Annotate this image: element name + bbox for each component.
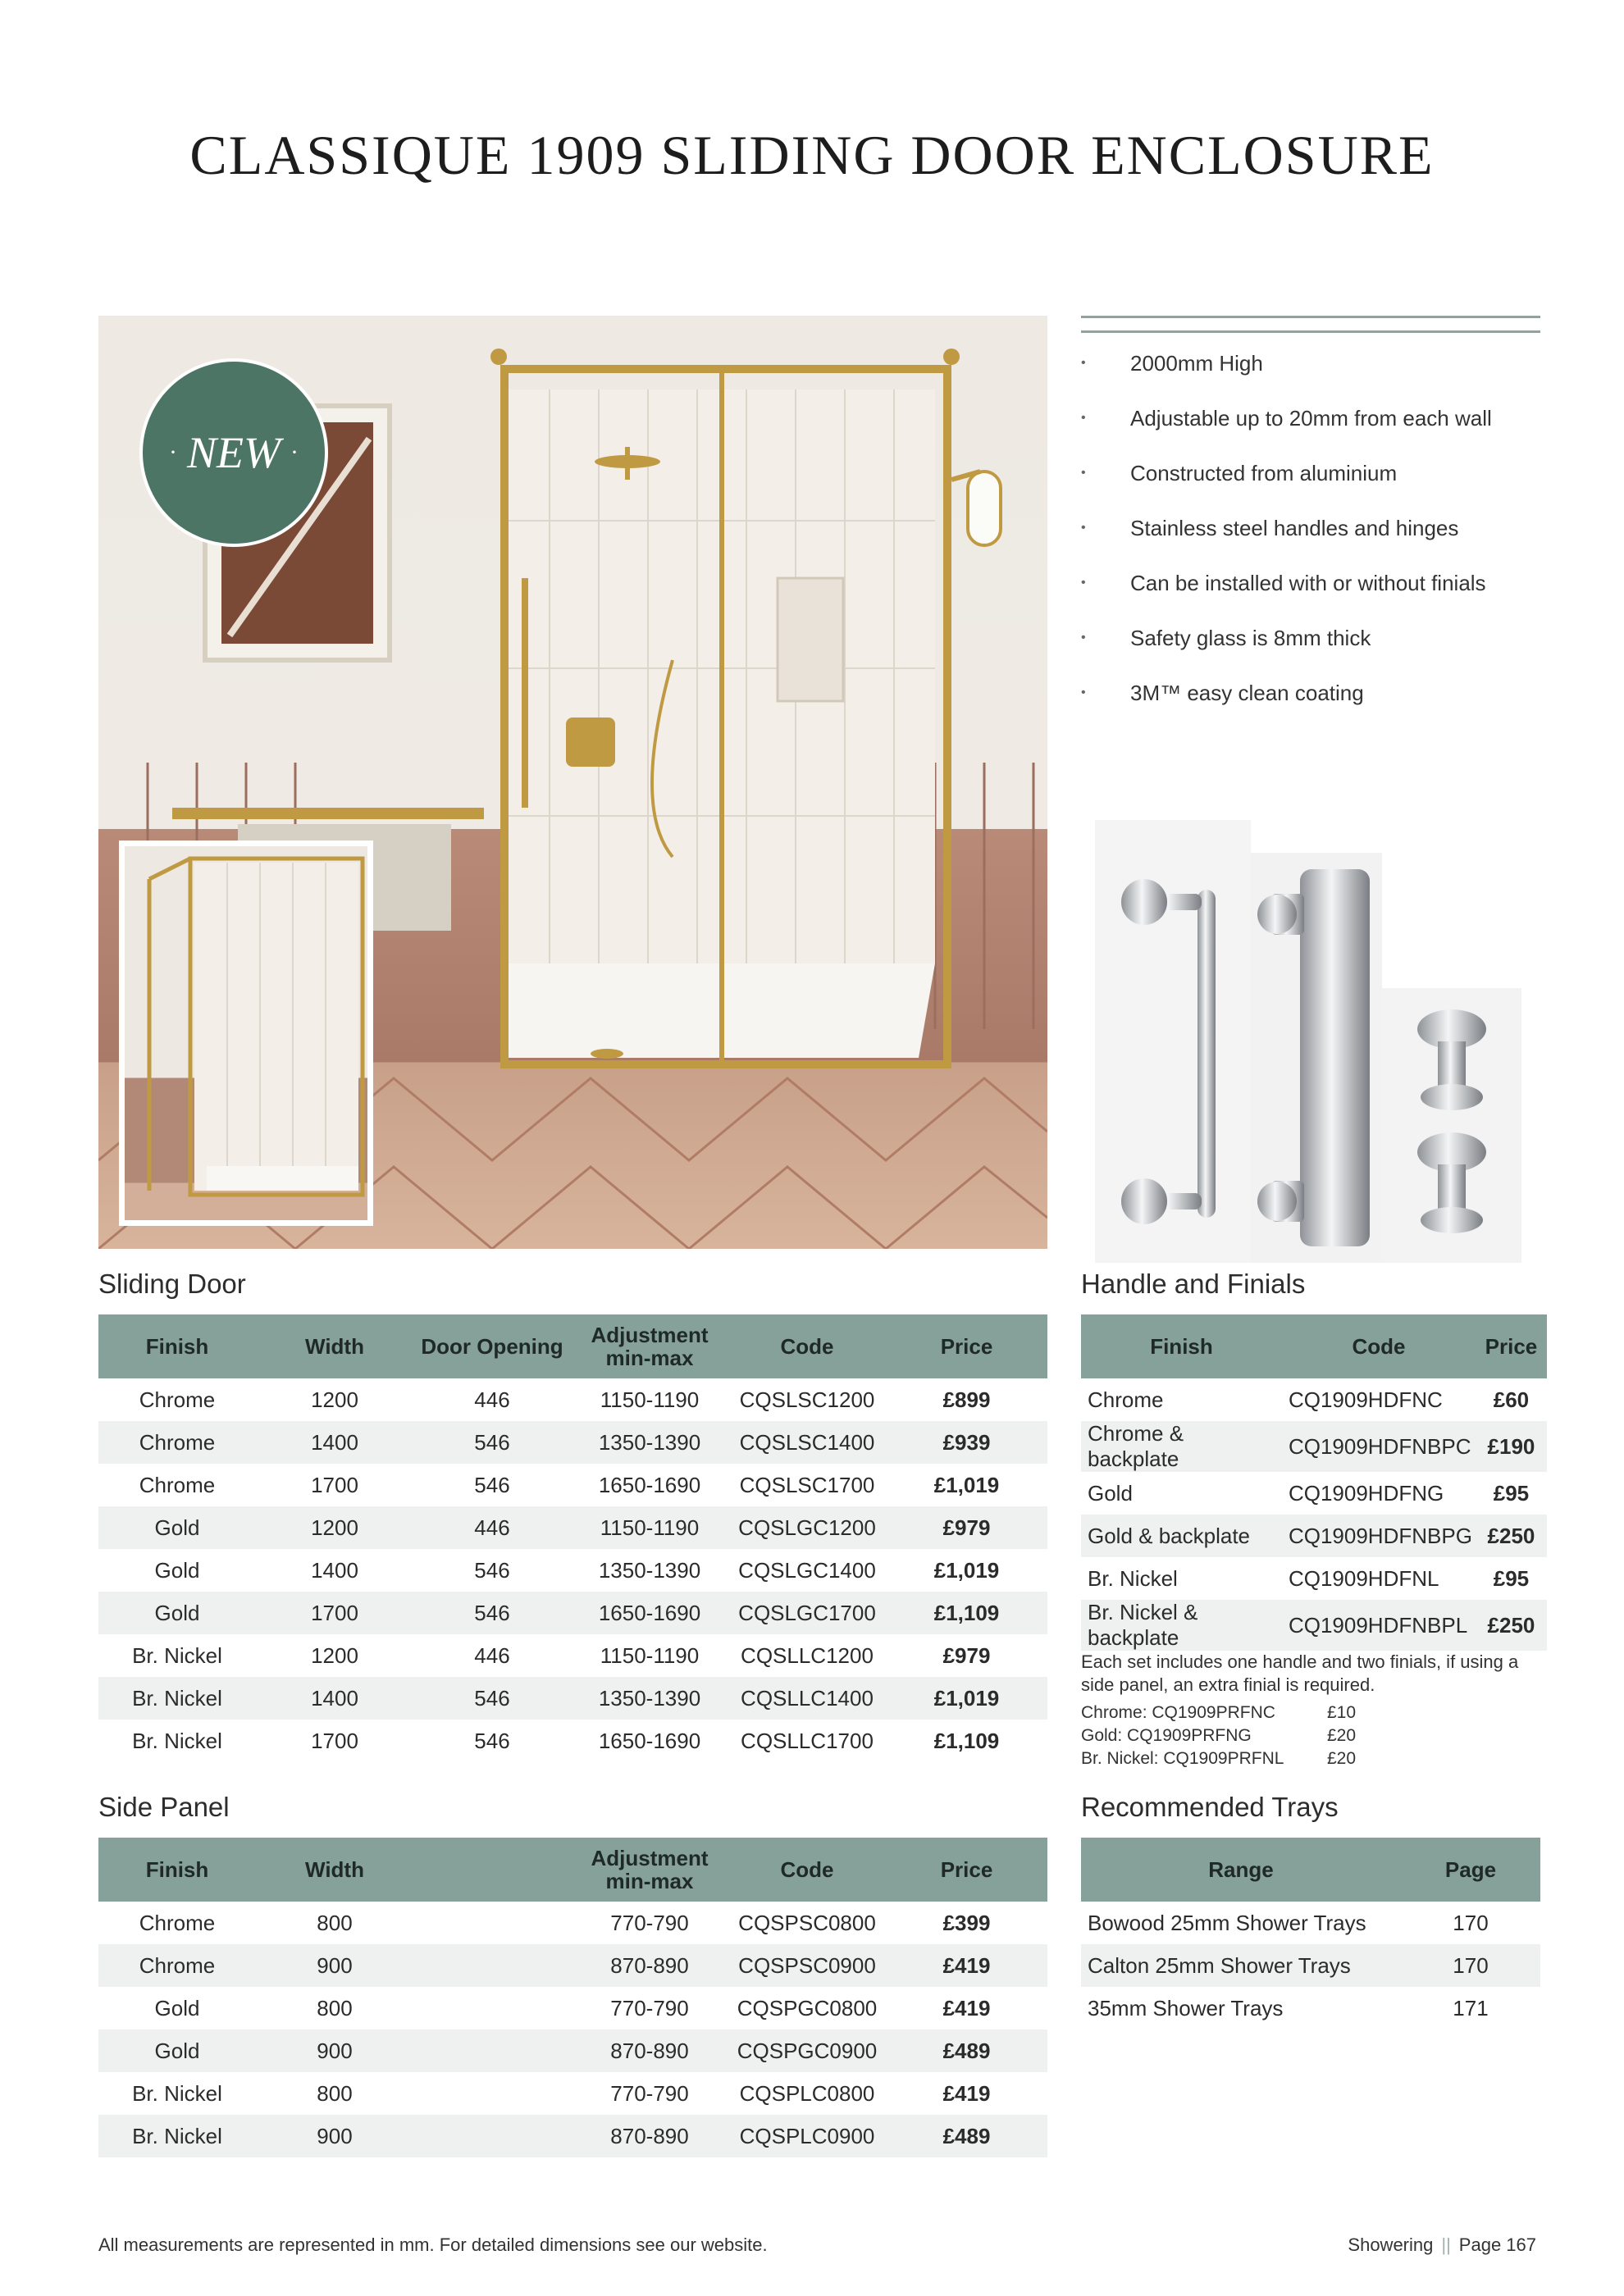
table-cell: CQSLLC1200 <box>741 1642 874 1668</box>
section-title-handles: Handle and Finials <box>1081 1269 1306 1299</box>
table-cell: 770-790 <box>610 1995 689 2020</box>
table-cell <box>413 1944 571 1987</box>
table-cell <box>413 2115 571 2157</box>
table-cell: CQ1909HDFNG <box>1288 1480 1444 1506</box>
table-cell: £1,019 <box>886 1677 1047 1720</box>
table-cell: Br. Nickel & backplate <box>1081 1600 1282 1651</box>
column-header: Price <box>886 1838 1047 1902</box>
column-header: Finish <box>1081 1314 1282 1378</box>
table-cell: Gold <box>98 1506 256 1549</box>
table-cell: Gold <box>154 1995 200 2020</box>
finial-price: £10 <box>1327 1703 1357 1722</box>
table-cell: 1650-1690 <box>598 1728 701 1753</box>
feature-list <box>1081 344 1540 729</box>
table-cell <box>413 1987 571 2029</box>
feature-item: • 3M™ easy clean coating <box>1081 674 1540 729</box>
table-cell: Br. Nickel <box>98 1677 256 1720</box>
table-cell: £419 <box>886 1944 1047 1987</box>
column-header: Width <box>256 1314 413 1378</box>
finial-price: £20 <box>1327 1749 1357 1768</box>
table-cell: Br. Nickel <box>132 2080 222 2106</box>
finial-code: Chrome: CQ1909PRFNC <box>1081 1703 1275 1722</box>
table-row <box>1081 1902 1540 1944</box>
badge-dot-right: · <box>290 439 299 466</box>
feature-item: • Can be installed with or without finials <box>1081 564 1540 619</box>
table-cell: Br. Nickel <box>132 1728 222 1753</box>
table-cell: CQSPLC0800 <box>739 2080 875 2106</box>
table-cell: £399 <box>942 1910 991 1935</box>
table-cell: Bowood 25mm Shower Trays <box>1088 1910 1366 1935</box>
table-cell: CQSLSC1400 <box>728 1421 886 1464</box>
table-cell: 446 <box>474 1387 510 1412</box>
table-cell: £1,019 <box>933 1472 1000 1497</box>
table-cell <box>413 1902 571 1944</box>
badge-label: NEW <box>187 428 281 477</box>
table-cell: CQ1909HDFNBPC <box>1282 1421 1476 1472</box>
table-cell: £250 <box>1476 1600 1547 1651</box>
table-cell: Calton 25mm Shower Trays <box>1081 1944 1401 1987</box>
table-row <box>1081 1378 1547 1421</box>
table-cell: 1650-1690 <box>571 1592 728 1634</box>
table-cell: CQSPGC0800 <box>737 1995 878 2020</box>
table-cell: Br. Nickel <box>1088 1565 1178 1591</box>
table-cell: £250 <box>1476 1515 1547 1557</box>
table-cell: 546 <box>413 1421 571 1464</box>
finial-code: Gold: CQ1909PRFNG <box>1081 1726 1252 1745</box>
table-cell: CQSLGC1400 <box>738 1557 876 1583</box>
table-cell <box>413 2072 571 2115</box>
footer-page-number: Page 167 <box>1458 2234 1536 2255</box>
table-cell: Chrome & backplate <box>1081 1421 1282 1472</box>
column-header: Page <box>1401 1838 1540 1902</box>
table-cell: £489 <box>886 2029 1047 2072</box>
table-cell: £939 <box>886 1421 1047 1464</box>
table-cell: 546 <box>474 1472 510 1497</box>
table-cell: 1200 <box>311 1642 358 1668</box>
table-row <box>1081 1987 1540 2029</box>
table-cell: £1,109 <box>886 1592 1047 1634</box>
table-row <box>98 1944 1047 1987</box>
table-cell: Gold <box>154 1557 200 1583</box>
table-row <box>1081 1600 1547 1651</box>
handles-table <box>1081 1314 1547 1651</box>
table-cell: £60 <box>1493 1387 1530 1412</box>
table-cell: Chrome <box>139 1910 216 1935</box>
table-cell: £190 <box>1476 1421 1547 1472</box>
finial-price: £20 <box>1327 1726 1357 1745</box>
table-cell: CQSLLC1400 <box>728 1677 886 1720</box>
table-cell: 546 <box>474 1557 510 1583</box>
table-row <box>98 1902 1047 1944</box>
table-cell: 1700 <box>311 1728 358 1753</box>
table-cell: £419 <box>942 2080 991 2106</box>
table-cell: Br. Nickel <box>132 1642 222 1668</box>
table-row <box>98 1506 1047 1549</box>
table-cell: CQSLSC1200 <box>739 1387 875 1412</box>
column-header: Price <box>1476 1314 1547 1378</box>
table-row <box>98 2072 1047 2115</box>
column-header: Finish <box>98 1838 256 1902</box>
table-cell: 1350-1390 <box>598 1557 701 1583</box>
table-row <box>98 1464 1047 1506</box>
table-cell: 35mm Shower Trays <box>1088 1995 1284 2020</box>
table-cell: Gold <box>98 2029 256 2072</box>
side-panel-illustration <box>125 846 367 1220</box>
table-cell: Gold <box>98 1592 256 1634</box>
finial-row <box>1081 1702 1356 1724</box>
table-cell: 1350-1390 <box>571 1677 728 1720</box>
footer-note: All measurements are represented in mm. For detailed dimensions see our website. <box>98 2234 768 2255</box>
feature-item: • Safety glass is 8mm thick <box>1081 619 1540 674</box>
table-row <box>98 1634 1047 1677</box>
table-row <box>98 2029 1047 2072</box>
table-cell: 546 <box>413 1677 571 1720</box>
table-row <box>98 1720 1047 1762</box>
table-cell: 1200 <box>256 1506 413 1549</box>
table-cell: £979 <box>886 1506 1047 1549</box>
table-cell: Br. Nickel <box>98 2115 256 2157</box>
table-cell: 1400 <box>256 1421 413 1464</box>
table-cell: 870-890 <box>571 2029 728 2072</box>
table-row <box>98 1677 1047 1720</box>
table-cell: 1400 <box>311 1557 358 1583</box>
table-cell: Chrome <box>139 1472 216 1497</box>
table-cell: 900 <box>256 2029 413 2072</box>
table-cell: £1,109 <box>933 1728 1000 1753</box>
table-row <box>1081 1421 1547 1472</box>
table-cell: 546 <box>413 1592 571 1634</box>
divider-top <box>1081 316 1540 318</box>
table-cell: 1400 <box>256 1677 413 1720</box>
table-cell: CQSLGC1700 <box>728 1592 886 1634</box>
side-panel-table <box>98 1838 1047 2157</box>
table-row <box>98 1378 1047 1421</box>
table-cell: 870-890 <box>571 2115 728 2157</box>
table-cell: Gold <box>1088 1480 1133 1506</box>
finial-row <box>1081 1724 1356 1747</box>
column-header: Price <box>886 1314 1047 1378</box>
trays-table <box>1081 1838 1540 2029</box>
table-cell: £95 <box>1493 1565 1530 1591</box>
table-cell: 546 <box>474 1728 510 1753</box>
table-cell: 1650-1690 <box>598 1472 701 1497</box>
table-cell: CQSPGC0900 <box>728 2029 886 2072</box>
feature-item: • Adjustable up to 20mm from each wall <box>1081 399 1540 454</box>
table-row <box>98 1987 1047 2029</box>
table-cell: 1150-1190 <box>600 1387 700 1412</box>
feature-item: • Stainless steel handles and hinges <box>1081 509 1540 564</box>
table-row <box>98 1421 1047 1464</box>
table-cell: 1150-1190 <box>571 1506 728 1549</box>
table-cell: 170 <box>1453 1910 1489 1935</box>
page-title: CLASSIQUE 1909 SLIDING DOOR ENCLOSURE <box>189 124 1435 186</box>
table-cell: CQ1909HDFNBPL <box>1282 1600 1476 1651</box>
inset-image-side-panel <box>119 840 373 1226</box>
feature-item: • Constructed from aluminium <box>1081 454 1540 509</box>
table-cell: 1150-1190 <box>600 1642 700 1668</box>
table-cell: 770-790 <box>610 2080 689 2106</box>
table-cell: £899 <box>942 1387 991 1412</box>
table-cell: CQ1909HDFNBPG <box>1282 1515 1476 1557</box>
table-cell: CQSLGC1200 <box>728 1506 886 1549</box>
badge-dot-left: · <box>169 439 177 466</box>
table-cell: £489 <box>886 2115 1047 2157</box>
table-cell: CQSLSC1700 <box>739 1472 875 1497</box>
column-header: Width <box>256 1838 413 1902</box>
feature-item: • 2000mm High <box>1081 344 1540 399</box>
footer-page-info <box>1348 2234 1536 2256</box>
table-cell: Chrome <box>98 1421 256 1464</box>
table-cell: 446 <box>413 1506 571 1549</box>
column-header <box>413 1838 571 1902</box>
section-title-sliding-door: Sliding Door <box>98 1269 246 1299</box>
section-title-side-panel: Side Panel <box>98 1792 230 1822</box>
table-cell: Chrome <box>139 1387 216 1412</box>
table-cell: 800 <box>317 1995 353 2020</box>
new-badge <box>139 358 328 547</box>
table-cell: 170 <box>1401 1944 1540 1987</box>
table-cell: 770-790 <box>610 1910 689 1935</box>
finial-row <box>1081 1747 1356 1770</box>
table-row <box>1081 1557 1547 1600</box>
table-cell: CQSLLC1700 <box>741 1728 874 1753</box>
table-cell: £1,019 <box>933 1557 1000 1583</box>
column-header: Code <box>728 1838 886 1902</box>
handles-note: Each set includes one handle and two finials, if using a side panel, an extra finial is required. <box>1081 1651 1519 1695</box>
sliding-door-table <box>98 1314 1047 1762</box>
table-cell: 900 <box>256 2115 413 2157</box>
table-cell: 446 <box>474 1642 510 1668</box>
table-row <box>1081 1944 1540 1987</box>
table-cell: Chrome <box>1088 1387 1164 1412</box>
table-cell: Gold & backplate <box>1081 1515 1282 1557</box>
table-row <box>98 1549 1047 1592</box>
table-cell: £95 <box>1493 1480 1530 1506</box>
table-cell: 1700 <box>311 1472 358 1497</box>
table-row <box>98 2115 1047 2157</box>
table-cell: 870-890 <box>571 1944 728 1987</box>
table-cell: CQSPLC0900 <box>728 2115 886 2157</box>
table-cell: CQ1909HDFNC <box>1288 1387 1443 1412</box>
table-cell: CQSPSC0800 <box>738 1910 876 1935</box>
table-cell: 800 <box>317 1910 353 1935</box>
column-header: Code <box>728 1314 886 1378</box>
handles-illustration <box>1095 820 1534 1263</box>
table-cell: £419 <box>942 1995 991 2020</box>
column-header: Range <box>1081 1838 1401 1902</box>
table-cell: 1200 <box>311 1387 358 1412</box>
column-header: Code <box>1282 1314 1476 1378</box>
table-row <box>1081 1515 1547 1557</box>
table-cell: 1350-1390 <box>571 1421 728 1464</box>
table-cell: CQSPSC0900 <box>728 1944 886 1987</box>
finial-code: Br. Nickel: CQ1909PRFNL <box>1081 1749 1284 1768</box>
column-header: Adjustment min-max <box>571 1314 728 1378</box>
footer-section: Showering <box>1348 2234 1434 2255</box>
table-cell: 171 <box>1453 1995 1489 2020</box>
section-title-trays: Recommended Trays <box>1081 1792 1339 1822</box>
table-cell: CQ1909HDFNL <box>1288 1565 1439 1591</box>
handles-image <box>1095 820 1534 1263</box>
column-header: Door Opening <box>413 1314 571 1378</box>
table-cell: 800 <box>317 2080 353 2106</box>
divider-bottom <box>1081 330 1540 333</box>
column-header: Finish <box>98 1314 256 1378</box>
table-cell <box>413 2029 571 2072</box>
footer-separator: || <box>1441 2234 1451 2255</box>
table-row <box>98 1592 1047 1634</box>
table-cell: Chrome <box>98 1944 256 1987</box>
finial-list <box>1081 1702 1356 1770</box>
table-cell: 900 <box>256 1944 413 1987</box>
table-cell: 1700 <box>256 1592 413 1634</box>
table-cell: £979 <box>942 1642 991 1668</box>
table-row <box>1081 1472 1547 1515</box>
column-header: Adjustment min-max <box>571 1838 728 1902</box>
